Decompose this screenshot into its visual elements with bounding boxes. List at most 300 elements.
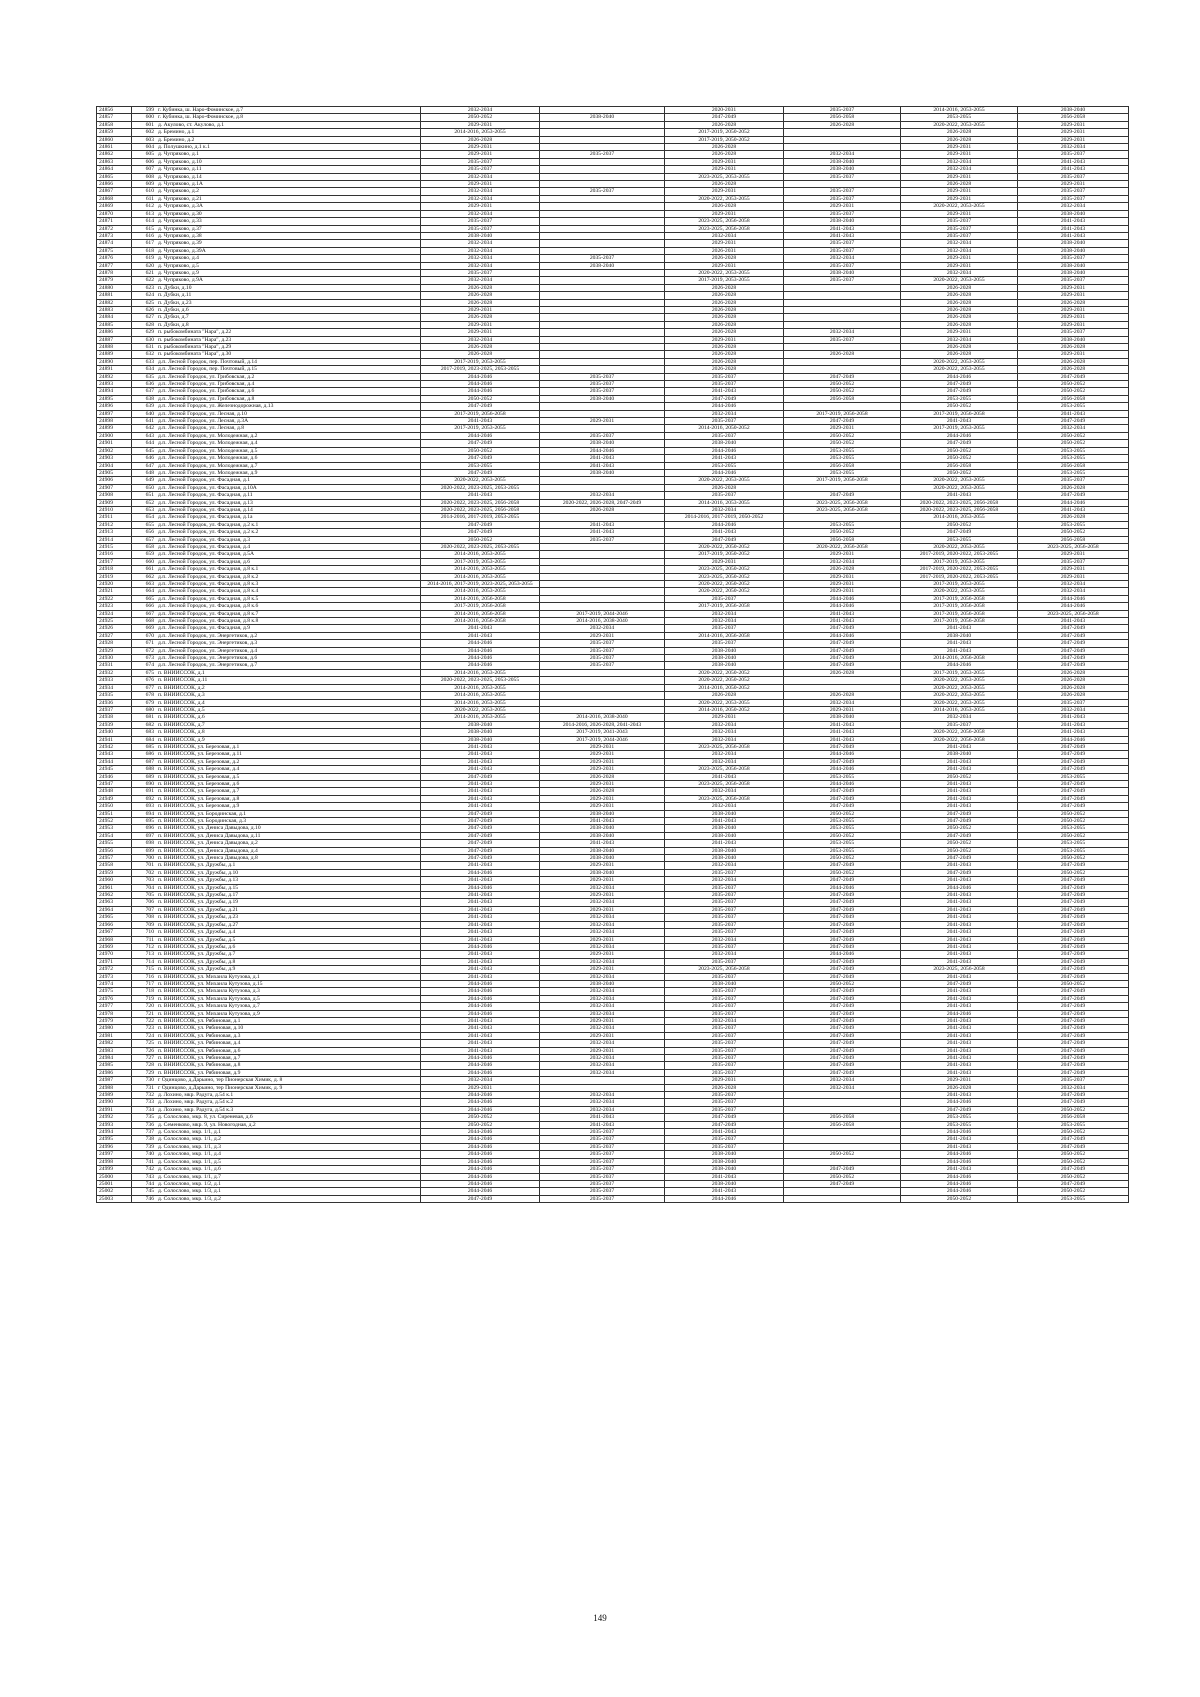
- table-cell-p2: 2035-2037: [540, 1129, 665, 1136]
- table-cell-code: 24917: [97, 558, 132, 565]
- table-cell-p2: [540, 425, 665, 432]
- table-cell-p4: [784, 1143, 901, 1150]
- table-cell-num: 732: [132, 1092, 157, 1099]
- table-cell-p3: 2032-2034: [665, 788, 784, 795]
- table-cell-address: д. Солослово, мкр. 1/2, д.1: [156, 1180, 421, 1187]
- table-cell-address: п. рыбокомбината "Нара", д.30: [156, 351, 421, 358]
- table-cell-p5: 2020-2022, 2053-2055: [901, 358, 1018, 365]
- table-cell-p4: 2032-2034: [784, 1084, 901, 1091]
- table-cell-code: 24977: [97, 1003, 132, 1010]
- table-cell-p5: 2041-2043: [901, 780, 1018, 787]
- table-cell-address: д.п. Лесной Городок, ул. Грибовская, д.2: [156, 373, 421, 380]
- table-cell-p6: 2044-2046: [1018, 595, 1129, 602]
- table-cell-p6: 2029-2031: [1018, 181, 1129, 188]
- table-cell-p4: 2026-2028: [784, 566, 901, 573]
- table-cell-p2: 2020-2022, 2026-2028, 2047-2049: [540, 499, 665, 506]
- table-cell-num: 707: [132, 906, 157, 913]
- table-cell-address: д. Чупряково, д.30: [156, 210, 421, 217]
- table-cell-code: 24987: [97, 1077, 132, 1084]
- table-cell-p1: 2014-2016, 2053-2055: [421, 669, 540, 676]
- table-cell-p5: 2020-2022, 2053-2055: [901, 277, 1018, 284]
- table-cell-num: 661: [132, 566, 157, 573]
- table-row: [97, 803, 1129, 810]
- table-cell-p6: 2047-2049: [1018, 662, 1129, 669]
- table-cell-p1: 2050-2052: [421, 1114, 540, 1121]
- table-row: [97, 832, 1129, 839]
- table-cell-p6: 2041-2043: [1018, 225, 1129, 232]
- table-cell-address: д.п. Лесной Городок, ул. Молодежная, д.4: [156, 440, 421, 447]
- table-cell-p3: 2023-2025, 2056-2058: [665, 218, 784, 225]
- table-cell-code: 24946: [97, 773, 132, 780]
- table-row: [97, 521, 1129, 528]
- table-cell-p3: 2020-2022, 2053-2055: [665, 269, 784, 276]
- table-row: [97, 810, 1129, 817]
- table-cell-num: 646: [132, 455, 157, 462]
- table-row: [97, 551, 1129, 558]
- table-cell-p5: 2041-2043: [901, 1143, 1018, 1150]
- table-cell-p6: 2035-2037: [1018, 277, 1129, 284]
- table-row: [97, 543, 1129, 550]
- table-cell-p2: [540, 366, 665, 373]
- table-cell-address: г. Кубинка, ш. Наро-Фоминское, д.8: [156, 114, 421, 121]
- table-cell-p5: 2017-2019, 2056-2058: [901, 610, 1018, 617]
- table-cell-p5: 2023-2025, 2056-2058: [901, 966, 1018, 973]
- table-cell-p4: 2047-2049: [784, 1003, 901, 1010]
- table-row: [97, 203, 1129, 210]
- table-cell-p3: 2017-2019, 2050-2052: [665, 136, 784, 143]
- table-cell-p6: 2056-2058: [1018, 1114, 1129, 1121]
- table-cell-address: д.п. Лесной Городок, ул. Грибовская, д.8: [156, 395, 421, 402]
- table-cell-p2: 2029-2031: [540, 743, 665, 750]
- table-cell-p3: 2041-2043: [665, 840, 784, 847]
- table-cell-p4: 2035-2037: [784, 240, 901, 247]
- table-cell-p6: 2047-2049: [1018, 995, 1129, 1002]
- table-cell-p3: 2032-2034: [665, 751, 784, 758]
- table-cell-p6: 2047-2049: [1018, 966, 1129, 973]
- table-cell-p2: 2032-2034: [540, 1099, 665, 1106]
- table-cell-code: 24930: [97, 655, 132, 662]
- table-cell-code: 24978: [97, 1010, 132, 1017]
- table-cell-p1: 2020-2022, 2023-2025, 2053-2055: [421, 484, 540, 491]
- table-cell-p1: 2026-2028: [421, 292, 540, 299]
- table-cell-p2: 2038-2040: [540, 832, 665, 839]
- table-cell-p5: 2017-2019, 2056-2058: [901, 603, 1018, 610]
- table-cell-p2: 2035-2037: [540, 255, 665, 262]
- table-cell-p1: 2014-2016, 2053-2055: [421, 714, 540, 721]
- table-cell-p2: 2035-2037: [540, 1180, 665, 1187]
- table-cell-p2: 2038-2040: [540, 262, 665, 269]
- table-row: [97, 292, 1129, 299]
- table-cell-p4: 2047-2049: [784, 640, 901, 647]
- table-cell-p6: 2047-2049: [1018, 418, 1129, 425]
- table-cell-p3: 2026-2031: [665, 247, 784, 254]
- table-cell-p3: 2020-2022, 2053-2055: [665, 195, 784, 202]
- table-cell-p3: 2035-2037: [665, 1143, 784, 1150]
- table-cell-p6: 2047-2049: [1018, 1003, 1129, 1010]
- table-cell-p4: 2038-2040: [784, 218, 901, 225]
- table-cell-code: 24936: [97, 699, 132, 706]
- table-cell-p5: 2041-2043: [901, 1092, 1018, 1099]
- table-cell-p6: 2047-2049: [1018, 640, 1129, 647]
- table-cell-num: 640: [132, 410, 157, 417]
- table-cell-num: 631: [132, 344, 157, 351]
- table-row: [97, 410, 1129, 417]
- table-cell-code: 24889: [97, 351, 132, 358]
- table-cell-p1: 2041-2043: [421, 914, 540, 921]
- table-cell-p4: 2029-2031: [784, 425, 901, 432]
- table-cell-code: 24865: [97, 173, 132, 180]
- table-row: [97, 455, 1129, 462]
- table-cell-p3: 2017-2019, 2053-2055: [665, 277, 784, 284]
- table-cell-p4: 2047-2049: [784, 1062, 901, 1069]
- table-row: [97, 566, 1129, 573]
- table-cell-p6: 2038-2040: [1018, 240, 1129, 247]
- table-cell-p1: 2050-2052: [421, 114, 540, 121]
- table-cell-p6: 2047-2049: [1018, 1017, 1129, 1024]
- table-cell-address: д.п. Лесной Городок, ул. Фасадная, д.8 к.5: [156, 595, 421, 602]
- table-cell-p1: 2050-2052: [421, 536, 540, 543]
- table-cell-p5: 2041-2043: [901, 914, 1018, 921]
- table-cell-p5: 2041-2043: [901, 958, 1018, 965]
- table-cell-num: 658: [132, 543, 157, 550]
- table-cell-code: 24923: [97, 603, 132, 610]
- table-cell-address: п. ВНИИССОК, д.2: [156, 684, 421, 691]
- table-cell-p4: 2035-2037: [784, 277, 901, 284]
- table-cell-p3: 2026-2028: [665, 366, 784, 373]
- table-row: [97, 684, 1129, 691]
- table-cell-p1: 2047-2049: [421, 403, 540, 410]
- table-cell-p1: 2044-2046: [421, 1151, 540, 1158]
- table-cell-p3: 2032-2034: [665, 877, 784, 884]
- table-cell-p3: 2032-2034: [665, 936, 784, 943]
- table-cell-p1: 2044-2046: [421, 988, 540, 995]
- table-cell-p2: 2041-2043: [540, 521, 665, 528]
- table-cell-p2: [540, 203, 665, 210]
- table-cell-code: 24888: [97, 344, 132, 351]
- table-cell-p1: 2014-2016, 2053-2055: [421, 684, 540, 691]
- table-cell-p5: 2026-2028: [901, 306, 1018, 313]
- table-cell-p3: 2035-2037: [665, 943, 784, 950]
- table-cell-p2: [540, 543, 665, 550]
- table-cell-p1: 2044-2046: [421, 1099, 540, 1106]
- table-cell-p4: [784, 1195, 901, 1202]
- table-cell-p3: 2041-2043: [665, 388, 784, 395]
- table-cell-p3: 2026-2028: [665, 181, 784, 188]
- table-cell-num: 627: [132, 314, 157, 321]
- table-cell-num: 611: [132, 195, 157, 202]
- table-cell-num: 612: [132, 203, 157, 210]
- table-cell-code: 25001: [97, 1180, 132, 1187]
- table-cell-address: д. Чупряково, д.4: [156, 255, 421, 262]
- table-cell-code: 24938: [97, 714, 132, 721]
- table-cell-p5: 2020-2022, 2053-2055: [901, 477, 1018, 484]
- table-cell-num: 625: [132, 299, 157, 306]
- table-cell-p3: 2038-2040: [665, 662, 784, 669]
- table-cell-code: 24966: [97, 921, 132, 928]
- table-cell-p3: 2044-2046: [665, 447, 784, 454]
- table-cell-p3: 2032-2034: [665, 803, 784, 810]
- table-cell-p2: 2038-2040: [540, 114, 665, 121]
- table-cell-p5: 2041-2043: [901, 1047, 1018, 1054]
- table-cell-num: 737: [132, 1129, 157, 1136]
- table-cell-num: 677: [132, 684, 157, 691]
- table-cell-p1: 2020-2022, 2053-2055: [421, 477, 540, 484]
- table-cell-p3: 2020-2022, 2050-2052: [665, 543, 784, 550]
- table-cell-p6: 2038-2040: [1018, 336, 1129, 343]
- table-cell-code: 24863: [97, 158, 132, 165]
- table-cell-p1: 2041-2043: [421, 892, 540, 899]
- table-cell-p1: 2041-2043: [421, 966, 540, 973]
- table-cell-p4: [784, 292, 901, 299]
- table-cell-address: п. ВНИИССОК, ул. Дружбы, д.17: [156, 892, 421, 899]
- table-cell-address: д.п. Лесной Городок, ул. Фасадная, д.8 к.2: [156, 573, 421, 580]
- table-cell-p5: 2017-2019, 2020-2022, 2053-2055: [901, 573, 1018, 580]
- table-cell-p4: 2047-2049: [784, 936, 901, 943]
- table-cell-num: 620: [132, 262, 157, 269]
- table-cell-p6: 2041-2043: [1018, 166, 1129, 173]
- table-cell-p4: 2047-2049: [784, 655, 901, 662]
- table-cell-code: 24884: [97, 314, 132, 321]
- table-cell-p5: 2041-2043: [901, 943, 1018, 950]
- table-cell-p4: [784, 1099, 901, 1106]
- table-cell-code: 24972: [97, 966, 132, 973]
- table-cell-num: 644: [132, 440, 157, 447]
- table-cell-num: 657: [132, 536, 157, 543]
- table-cell-address: д. Солослово, мкр. 1/1, д.1: [156, 1129, 421, 1136]
- table-cell-p5: 2017-2019, 2020-2022, 2053-2055: [901, 566, 1018, 573]
- table-cell-p4: 2029-2031: [784, 706, 901, 713]
- table-cell-p4: 2047-2049: [784, 1180, 901, 1187]
- table-cell-p4: 2053-2055: [784, 469, 901, 476]
- table-cell-p5: 2032-2034: [901, 336, 1018, 343]
- table-cell-p3: 2035-2037: [665, 929, 784, 936]
- table-cell-p1: 2014-2016, 2056-2058: [421, 610, 540, 617]
- table-cell-num: 739: [132, 1143, 157, 1150]
- table-cell-address: п. ВНИИССОК, ул. Дружбы, д.19: [156, 899, 421, 906]
- table-cell-p4: 2044-2046: [784, 595, 901, 602]
- table-cell-p1: 2041-2043: [421, 795, 540, 802]
- table-cell-code: 24912: [97, 521, 132, 528]
- table-cell-p4: 2032-2034: [784, 329, 901, 336]
- table-cell-num: 609: [132, 181, 157, 188]
- table-cell-p6: 2026-2028: [1018, 484, 1129, 491]
- table-cell-address: п. ВНИИССОК, ул. Дениса Давыдова, д.11: [156, 832, 421, 839]
- table-row: [97, 447, 1129, 454]
- table-cell-num: 742: [132, 1166, 157, 1173]
- table-row: [97, 729, 1129, 736]
- table-cell-p3: 2017-2019, 2056-2058: [665, 603, 784, 610]
- table-row: [97, 1099, 1129, 1106]
- table-cell-p1: 2026-2028: [421, 136, 540, 143]
- table-cell-address: п. ВНИИССОК, ул. Дружбы, д.27: [156, 921, 421, 928]
- table-cell-address: д. Солослово, мкр. 1/1, д.6: [156, 1166, 421, 1173]
- table-cell-p2: 2032-2034: [540, 1069, 665, 1076]
- table-row: [97, 869, 1129, 876]
- table-cell-num: 605: [132, 151, 157, 158]
- table-cell-p4: [784, 1136, 901, 1143]
- table-cell-p2: 2032-2034: [540, 995, 665, 1002]
- table-cell-address: п. ВНИИССОК, ул. Дружбы, д.23: [156, 914, 421, 921]
- table-cell-num: 712: [132, 943, 157, 950]
- table-cell-code: 24892: [97, 373, 132, 380]
- table-cell-num: 745: [132, 1188, 157, 1195]
- table-cell-address: п. ВНИИССОК, ул. Дружбы, д.13: [156, 877, 421, 884]
- table-cell-code: 24933: [97, 677, 132, 684]
- table-cell-p3: 2029-2031: [665, 558, 784, 565]
- table-cell-p5: 2020-2022, 2053-2055: [901, 677, 1018, 684]
- table-cell-p2: 2029-2031: [540, 877, 665, 884]
- table-cell-p6: 2047-2049: [1018, 758, 1129, 765]
- table-cell-p4: 2050-2052: [784, 1151, 901, 1158]
- table-cell-num: 649: [132, 477, 157, 484]
- table-cell-address: п. ВНИИССОК, ул. Дружбы, д.5: [156, 936, 421, 943]
- table-cell-p5: 2029-2031: [901, 262, 1018, 269]
- table-cell-p1: 2041-2043: [421, 758, 540, 765]
- table-row: [97, 225, 1129, 232]
- table-cell-p4: 2044-2046: [784, 884, 901, 891]
- table-cell-p6: 2047-2049: [1018, 788, 1129, 795]
- table-cell-p4: 2047-2049: [784, 373, 901, 380]
- table-cell-p6: 2032-2034: [1018, 425, 1129, 432]
- table-cell-code: 24893: [97, 381, 132, 388]
- table-cell-p4: 2035-2037: [784, 262, 901, 269]
- table-cell-p6: 2038-2040: [1018, 247, 1129, 254]
- table-cell-p4: [784, 403, 901, 410]
- table-cell-code: 24976: [97, 995, 132, 1002]
- table-cell-address: п. ВНИИССОК, ул. Березовая, д.7: [156, 788, 421, 795]
- table-cell-p1: 2017-2019, 2056-2058: [421, 603, 540, 610]
- table-cell-p6: 2053-2055: [1018, 521, 1129, 528]
- table-cell-p2: 2017-2019, 2041-2043: [540, 729, 665, 736]
- table-cell-p6: 2035-2037: [1018, 195, 1129, 202]
- table-cell-p6: 2047-2049: [1018, 929, 1129, 936]
- table-cell-num: 641: [132, 418, 157, 425]
- table-cell-num: 672: [132, 647, 157, 654]
- table-cell-p2: 2029-2031: [540, 751, 665, 758]
- table-cell-p5: 2035-2037: [901, 232, 1018, 239]
- table-cell-p4: 2047-2049: [784, 1040, 901, 1047]
- table-cell-code: 24864: [97, 166, 132, 173]
- table-cell-p5: 2041-2043: [901, 1025, 1018, 1032]
- table-cell-address: п. ВНИИССОК, ул. Дениса Давыдова, д.4: [156, 847, 421, 854]
- table-cell-num: 696: [132, 825, 157, 832]
- table-cell-p1: 2044-2046: [421, 373, 540, 380]
- table-cell-num: 615: [132, 225, 157, 232]
- table-row: [97, 277, 1129, 284]
- table-cell-p6: 2026-2028: [1018, 366, 1129, 373]
- table-cell-p4: 2047-2049: [784, 966, 901, 973]
- table-row: [97, 255, 1129, 262]
- table-cell-p5: 2029-2031: [901, 144, 1018, 151]
- table-cell-p2: 2029-2031: [540, 936, 665, 943]
- table-cell-p5: 2050-2052: [901, 469, 1018, 476]
- table-cell-p4: 2041-2043: [784, 729, 901, 736]
- table-cell-p5: 2029-2031: [901, 329, 1018, 336]
- table-row: [97, 403, 1129, 410]
- table-cell-p1: 2014-2016, 2053-2055: [421, 566, 540, 573]
- table-cell-p5: 2041-2043: [901, 640, 1018, 647]
- table-cell-p2: 2035-2037: [540, 151, 665, 158]
- table-cell-code: 24902: [97, 447, 132, 454]
- table-cell-p6: 2041-2043: [1018, 158, 1129, 165]
- table-cell-p3: 2026-2028: [665, 321, 784, 328]
- table-cell-p2: [540, 706, 665, 713]
- table-row: [97, 1062, 1129, 1069]
- table-cell-p4: 2026-2028: [784, 351, 901, 358]
- table-cell-num: 718: [132, 988, 157, 995]
- table-cell-p4: 2035-2037: [784, 247, 901, 254]
- table-cell-p3: 2026-2028: [665, 314, 784, 321]
- table-cell-p3: 2035-2037: [665, 418, 784, 425]
- table-cell-address: д.п. Лесной Городок, ул. Фасадная, д.8 к.6: [156, 603, 421, 610]
- table-cell-num: 700: [132, 855, 157, 862]
- table-cell-p6: 2029-2031: [1018, 566, 1129, 573]
- table-cell-address: п. ВНИИССОК, ул. Михаила Кутузова, д.3: [156, 988, 421, 995]
- table-cell-p6: 2047-2049: [1018, 1055, 1129, 1062]
- table-cell-address: д.п. Лесной Городок, ул. Фасадная, д.5А: [156, 551, 421, 558]
- table-cell-num: 603: [132, 136, 157, 143]
- table-cell-address: п. ВНИИССОК, ул. Березовая, д.8: [156, 795, 421, 802]
- table-cell-p2: 2029-2031: [540, 906, 665, 913]
- table-cell-p2: [540, 195, 665, 202]
- table-cell-address: п. ВНИИССОК, ул. Дружбы, д.10: [156, 869, 421, 876]
- table-cell-address: п. ВНИИССОК, ул. Дружбы, д.8: [156, 958, 421, 965]
- table-row: [97, 714, 1129, 721]
- table-cell-p3: 2032-2034: [665, 506, 784, 513]
- table-cell-code: 24926: [97, 625, 132, 632]
- table-cell-p1: 2032-2034: [421, 240, 540, 247]
- table-cell-p1: 2041-2043: [421, 958, 540, 965]
- table-cell-p3: 2035-2037: [665, 1062, 784, 1069]
- table-cell-p4: 2056-2058: [784, 536, 901, 543]
- table-cell-p5: 2050-2052: [901, 847, 1018, 854]
- table-cell-num: 673: [132, 655, 157, 662]
- table-cell-p1: 2047-2049: [421, 855, 540, 862]
- table-cell-p3: 2041-2043: [665, 455, 784, 462]
- table-cell-p1: 2017-2019, 2053-2055: [421, 558, 540, 565]
- table-cell-address: д. Чупряково, д.11: [156, 166, 421, 173]
- table-cell-address: п. Дубки, д.8: [156, 321, 421, 328]
- table-cell-p6: 2041-2043: [1018, 714, 1129, 721]
- table-cell-p6: 2029-2031: [1018, 321, 1129, 328]
- table-row: [97, 758, 1129, 765]
- table-cell-address: д.п. Лесной Городок, ул. Молодежная, д.2: [156, 432, 421, 439]
- table-row: [97, 262, 1129, 269]
- table-cell-p1: 2014-2016, 2053-2055: [421, 129, 540, 136]
- table-cell-p3: 2035-2037: [665, 595, 784, 602]
- table-cell-address: д.п. Лесной Городок, ул. Молодежная, д.5: [156, 447, 421, 454]
- table-cell-address: п. Дубки, д.6: [156, 306, 421, 313]
- table-cell-p2: [540, 403, 665, 410]
- table-cell-p1: 2017-2019, 2056-2058: [421, 410, 540, 417]
- table-cell-code: 24882: [97, 299, 132, 306]
- table-cell-p6: 2050-2052: [1018, 832, 1129, 839]
- table-cell-code: 24878: [97, 269, 132, 276]
- page-number: 149: [593, 1613, 607, 1623]
- table-cell-num: 601: [132, 121, 157, 128]
- table-cell-p4: 2026-2028: [784, 669, 901, 676]
- table-cell-p5: 2047-2049: [901, 388, 1018, 395]
- table-row: [97, 284, 1129, 291]
- table-row: [97, 366, 1129, 373]
- table-cell-p1: 2026-2028: [421, 299, 540, 306]
- table-cell-p4: 2032-2034: [784, 151, 901, 158]
- table-cell-num: 629: [132, 329, 157, 336]
- table-row: [97, 195, 1129, 202]
- table-cell-p4: 2047-2049: [784, 1069, 901, 1076]
- table-cell-num: 733: [132, 1099, 157, 1106]
- table-cell-p2: 2035-2037: [540, 1151, 665, 1158]
